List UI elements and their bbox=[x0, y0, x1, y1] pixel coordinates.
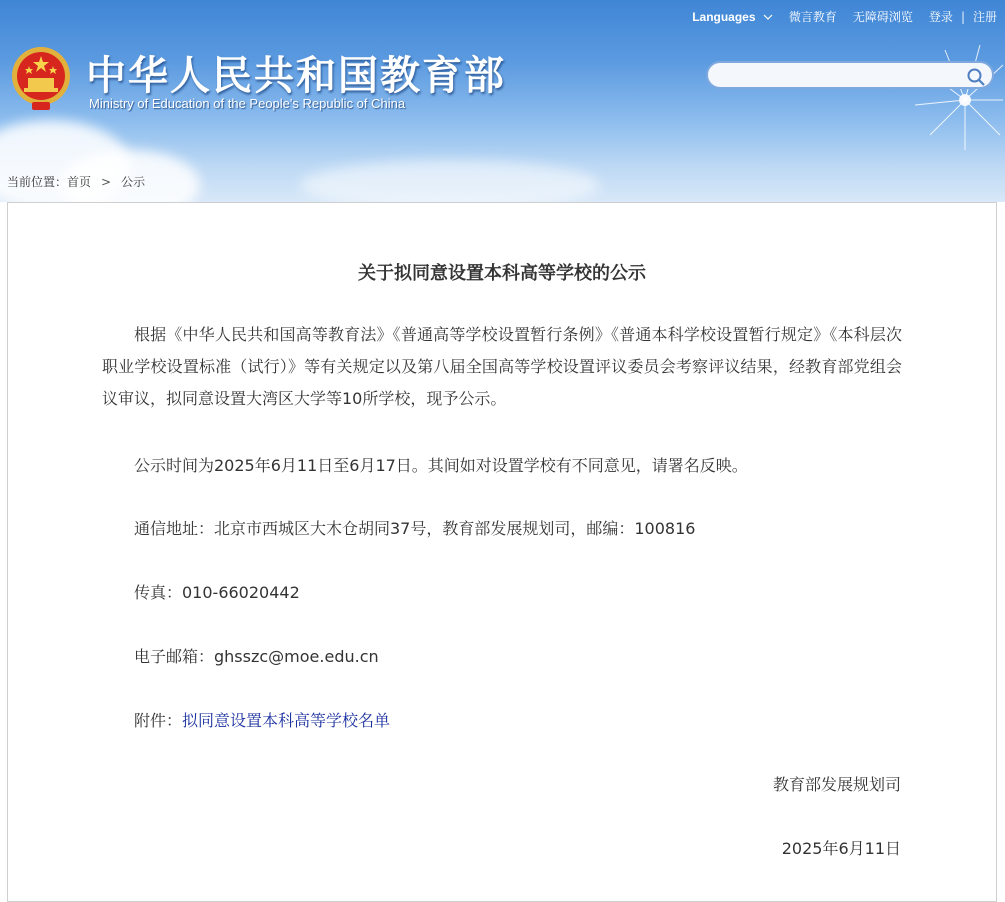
accessible-browse-link[interactable]: 无障碍浏览 bbox=[852, 10, 913, 24]
attachment-line bbox=[134, 708, 390, 731]
signature: 教育部发展规划司 bbox=[772, 775, 901, 794]
breadcrumb bbox=[7, 173, 145, 190]
breadcrumb-home-link[interactable]: 首页 bbox=[67, 175, 92, 189]
site-title-en: Ministry of Education of the People's Republic of China bbox=[89, 96, 406, 111]
attachment-label: 附件： bbox=[134, 711, 183, 730]
article-paragraph: 公示时间为2025年6月11日至6月17日。其间如对设置学校有不同意见，请署名反映。 bbox=[134, 456, 748, 475]
article-paragraph: 根据《中华人民共和国高等教育法》《普通高等学校设置暂行条例》《普通本科学校设置暂行规定》《本科层次职业学校设置标准（试行）》等有关规定以及第八届全国高等学校设置评议委员会考察评议结果，经教育部党组会议审议，拟同意设置大湾区大学等10所学校，现予公示。 bbox=[102, 325, 902, 408]
article-panel bbox=[7, 202, 997, 902]
languages-label: Languages bbox=[692, 9, 756, 24]
cloud-decoration bbox=[300, 160, 600, 202]
search-input[interactable] bbox=[718, 67, 962, 87]
top-nav bbox=[692, 8, 997, 25]
site-header bbox=[0, 0, 1005, 202]
chevron-down-icon bbox=[763, 13, 773, 21]
attachment-link[interactable]: 拟同意设置本科高等学校名单 bbox=[182, 711, 391, 730]
publish-date: 2025年6月11日 bbox=[781, 839, 901, 858]
register-link[interactable]: 注册 bbox=[972, 10, 997, 24]
languages-menu[interactable] bbox=[692, 10, 773, 24]
contact-fax: 传真：010-66020442 bbox=[134, 583, 300, 602]
search-box bbox=[706, 61, 994, 89]
dandelion-decoration bbox=[885, 30, 1005, 160]
contact-address: 通信地址：北京市西城区大木仓胡同37号，教育部发展规划司，邮编：100816 bbox=[134, 519, 696, 538]
national-emblem-icon bbox=[10, 44, 72, 112]
login-link[interactable]: 登录 bbox=[928, 10, 953, 24]
search-icon[interactable] bbox=[966, 67, 986, 87]
contact-email: 电子邮箱：ghsszc@moe.edu.cn bbox=[134, 647, 379, 666]
weibo-link[interactable]: 微言教育 bbox=[788, 10, 837, 24]
site-title-cn: 中华人民共和国教育部 bbox=[86, 54, 506, 98]
breadcrumb-label: 当前位置： bbox=[7, 175, 68, 189]
nav-divider: | bbox=[960, 9, 965, 24]
breadcrumb-separator: > bbox=[101, 175, 112, 189]
article-title: 关于拟同意设置本科高等学校的公示 bbox=[358, 263, 646, 284]
breadcrumb-current: 公示 bbox=[121, 175, 146, 189]
